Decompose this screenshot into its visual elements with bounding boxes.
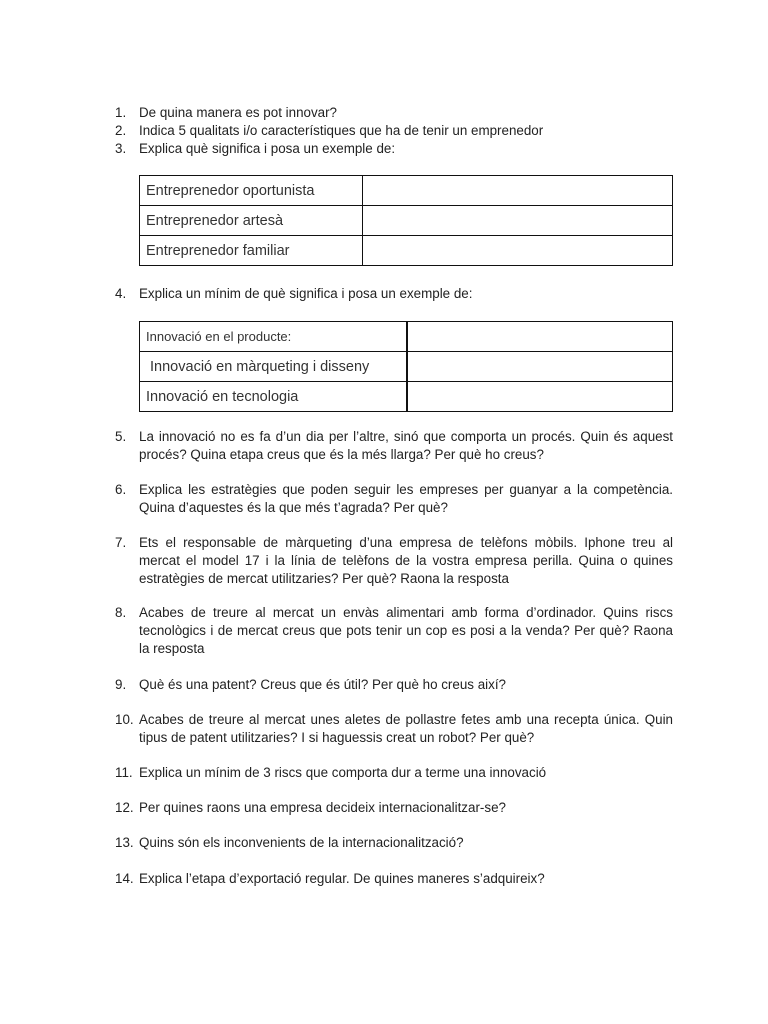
- question-number: 4.: [115, 286, 127, 301]
- question-12: [115, 799, 673, 817]
- table-row: [140, 236, 673, 266]
- question-5: [115, 428, 673, 464]
- question-text: Indica 5 qualitats i/o característiques que ha de tenir un emprenedor: [139, 123, 544, 138]
- question-number: 13.: [115, 835, 134, 850]
- table-row: [140, 176, 673, 206]
- innovation-types-table: [139, 321, 673, 412]
- question-8: [115, 604, 673, 658]
- question-text: Explica un mínim de 3 riscs que comporta dur a terme una innovació: [139, 765, 547, 780]
- answer-cell[interactable]: [407, 382, 673, 412]
- question-text: Explica les estratègies que poden seguir les empreses per guanyar a la competència. Quina d’aquestes és la que més t’agrada? Per què?: [139, 482, 673, 515]
- question-number: 7.: [115, 535, 127, 550]
- question-number: 2.: [115, 123, 127, 138]
- answer-cell[interactable]: [407, 352, 673, 382]
- question-9: [115, 676, 673, 694]
- question-text: Explica un mínim de què significa i posa un exemple de:: [139, 286, 473, 301]
- table-row: [140, 352, 673, 382]
- question-number: 12.: [115, 800, 134, 815]
- answer-cell[interactable]: [363, 176, 673, 206]
- entrepreneur-types-table: [139, 175, 673, 266]
- question-number: 5.: [115, 429, 127, 444]
- table-row: [140, 322, 673, 352]
- question-number: 14.: [115, 871, 134, 886]
- answer-cell[interactable]: [363, 236, 673, 266]
- question-13: [115, 834, 673, 852]
- question-number: 8.: [115, 605, 127, 620]
- question-text: Què és una patent? Creus que és útil? Per què ho creus així?: [139, 677, 506, 692]
- question-text: Acabes de treure al mercat un envàs alimentari amb forma d’ordinador. Quins riscs tecnològics i de mercat creus que pots tenir un cop es posi a la venda? Per què? Raona la resposta: [139, 605, 673, 656]
- question-text: Quins són els inconvenients de la internacionalització?: [139, 835, 464, 850]
- table-row: [140, 382, 673, 412]
- question-2: [115, 122, 673, 140]
- table-row: [140, 206, 673, 236]
- row-label: Entreprenedor familiar: [140, 236, 363, 266]
- question-1: [115, 104, 673, 122]
- question-3: [115, 140, 673, 158]
- question-text: Ets el responsable de màrqueting d’una empresa de telèfons mòbils. Iphone treu al mercat el model 17 i la línia de telèfons de la vostra empresa perilla. Quina o quines estratègies de mercat utilitzaries? Per què? Raona la resposta: [139, 535, 673, 586]
- question-number: 11.: [115, 765, 133, 780]
- question-text: De quina manera es pot innovar?: [139, 105, 338, 120]
- question-text: Explica l’etapa d’exportació regular. De quines maneres s’adquireix?: [139, 871, 545, 886]
- question-10: [115, 711, 673, 747]
- answer-cell[interactable]: [363, 206, 673, 236]
- question-text: Acabes de treure al mercat unes aletes de pollastre fetes amb una recepta única. Quin tipus de patent utilitzaries? I si haguessis creat un robot? Per què?: [139, 712, 673, 745]
- row-label: Entreprenedor oportunista: [140, 176, 363, 206]
- question-11: [115, 764, 673, 782]
- question-number: 6.: [115, 482, 127, 497]
- question-number: 3.: [115, 141, 127, 156]
- question-text: La innovació no es fa d’un dia per l’altre, sinó que comporta un procés. Quin és aquest procés? Quina etapa creus que és la més llarga? Per què ho creus?: [139, 429, 673, 462]
- question-number: 9.: [115, 677, 127, 692]
- question-14: [115, 870, 673, 888]
- question-7: [115, 534, 673, 588]
- question-text: Explica què significa i posa un exemple de:: [139, 141, 396, 156]
- row-label: Innovació en tecnologia: [140, 382, 408, 412]
- row-label: Innovació en el producte:: [140, 322, 408, 352]
- row-label: Entreprenedor artesà: [140, 206, 363, 236]
- question-number: 10.: [115, 712, 134, 727]
- answer-cell[interactable]: [407, 322, 673, 352]
- row-label: Innovació en màrqueting i disseny: [140, 352, 408, 382]
- question-6: [115, 481, 673, 517]
- question-4: [115, 285, 673, 303]
- question-number: 1.: [115, 105, 127, 120]
- question-text: Per quines raons una empresa decideix internacionalitzar-se?: [139, 800, 506, 815]
